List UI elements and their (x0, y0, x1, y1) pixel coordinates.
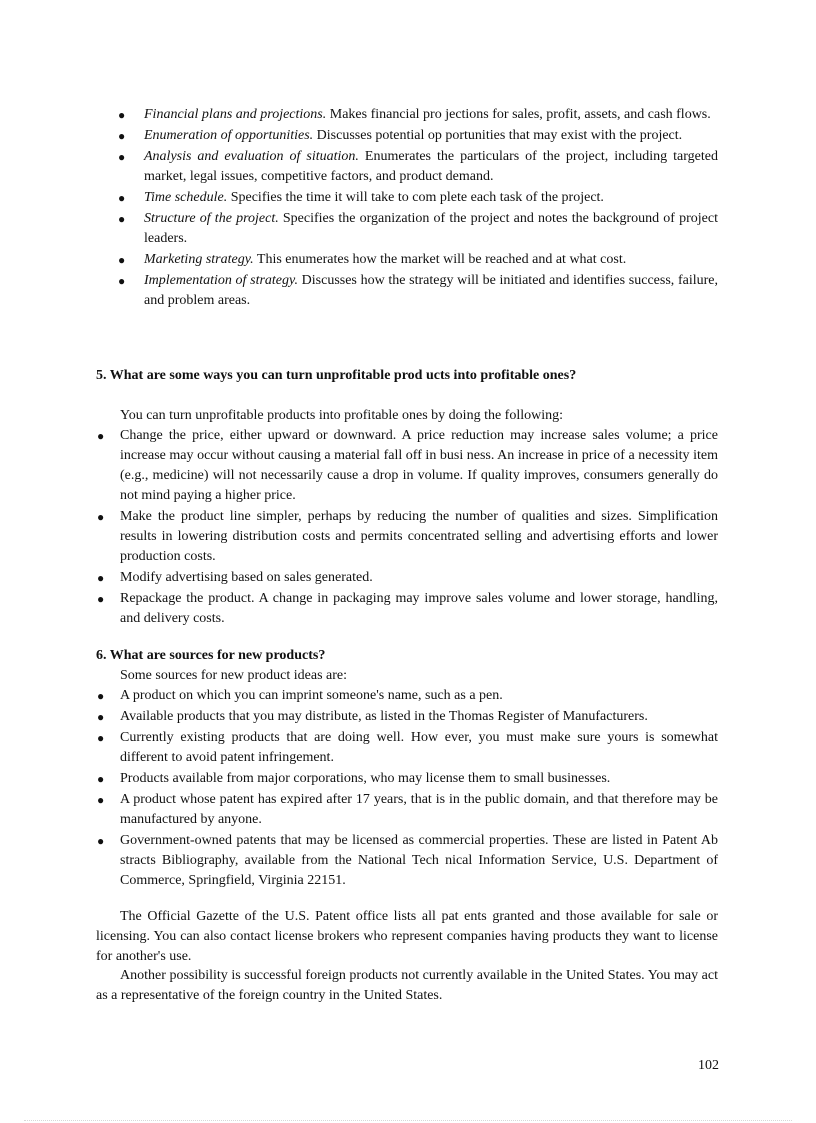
item-text: A product on which you can imprint someone's name, such as a pen. (120, 688, 503, 703)
item-title: Financial plans and projections. (144, 107, 327, 122)
item-text: Repackage the product. A change in packaging may improve sales volume and lower storage, handling, and delivery costs. (120, 591, 718, 626)
official-gazette-paragraph: The Official Gazette of the U.S. Patent office lists all pat ents granted and those available for sale or licensing. You can also contact license brokers who represent companies having products they want to license for another's use. (96, 909, 718, 964)
section-5-list (97, 426, 718, 630)
bullet-icon: ● (97, 834, 105, 848)
bullet-icon: ● (118, 274, 126, 288)
business-plan-contents-list (118, 105, 718, 312)
item-text: Discusses how the strategy will be initiated and identifies success, failure, and problem areas. (144, 273, 718, 308)
list-item (97, 769, 718, 789)
list-item (97, 790, 718, 830)
list-item (118, 126, 718, 146)
list-item (118, 271, 718, 311)
bullet-icon: ● (118, 108, 126, 122)
bullet-icon: ● (97, 510, 105, 524)
item-text: A product whose patent has expired after 17 years, that is in the public domain, and that therefore may be manufactured by anyone. (120, 792, 718, 827)
bullet-icon: ● (97, 592, 105, 606)
list-item (97, 831, 718, 891)
item-title: Enumeration of opportunities. (144, 128, 314, 143)
section-6-heading: 6. What are sources for new products? (96, 648, 326, 663)
item-title: Structure of the project. (144, 211, 279, 226)
list-item (118, 250, 718, 270)
list-item (97, 507, 718, 567)
list-item (97, 426, 718, 506)
item-text: Available products that you may distribute, as listed in the Thomas Register of Manufacturers. (120, 709, 648, 724)
item-text: Products available from major corporations, who may license them to small businesses. (120, 771, 611, 786)
bullet-icon: ● (97, 731, 105, 745)
bullet-icon: ● (118, 129, 126, 143)
page-bottom-divider (24, 1120, 792, 1121)
item-text: Modify advertising based on sales generated. (120, 570, 373, 585)
foreign-products-paragraph: Another possibility is successful foreign products not currently available in the United States. You may act as a representative of the foreign country in the United States. (96, 968, 718, 1003)
item-title: Analysis and evaluation of situation. (144, 149, 359, 164)
bullet-icon: ● (118, 253, 126, 267)
item-text: Makes financial pro jections for sales, profit, assets, and cash flows. (326, 107, 711, 122)
bullet-icon: ● (97, 793, 105, 807)
item-text: Enumerates the particulars of the project, including targeted market, legal issues, competitive factors, and product demand. (144, 149, 718, 184)
item-text: Specifies the organization of the project and notes the background of project leaders. (144, 211, 718, 246)
bullet-icon: ● (97, 710, 105, 724)
section-6-intro: Some sources for new product ideas are: (120, 668, 348, 683)
item-title: Time schedule. (144, 190, 228, 205)
item-text: Currently existing products that are doing well. How ever, you must make sure yours is somewhat different to avoid patent infringement. (120, 730, 718, 765)
list-item (97, 568, 718, 588)
list-item (118, 209, 718, 249)
list-item (118, 147, 718, 187)
bullet-icon: ● (97, 571, 105, 585)
section-6-list (97, 686, 718, 892)
item-text: Make the product line simpler, perhaps by reducing the number of qualities and sizes. Simplification results in lowering distribution costs and permits concentrated selling and advertising efforts and lower production costs. (120, 509, 718, 564)
item-title: Marketing strategy. (144, 252, 254, 267)
list-item (97, 589, 718, 629)
list-item (97, 686, 718, 706)
list-item (118, 188, 718, 208)
item-text: Change the price, either upward or downward. A price reduction may increase sales volume; a price increase may occur without causing a material fall off in busi ness. An increase in price of a necessity item (e.g., medicine) will not necessarily cause a drop in volume. If quality improves, consumers generally do not mind paying a higher price. (120, 428, 718, 503)
bullet-icon: ● (118, 191, 126, 205)
list-item (118, 105, 718, 125)
item-text: This enumerates how the market will be reached and at what cost. (253, 252, 627, 267)
item-title: Implementation of strategy. (144, 273, 298, 288)
bullet-icon: ● (118, 150, 126, 164)
item-text: Specifies the time it will take to com plete each task of the project. (227, 190, 604, 205)
page-number: 102 (698, 1058, 719, 1073)
list-item (97, 707, 718, 727)
item-text: Government-owned patents that may be licensed as commercial properties. These are listed in Patent Ab stracts Bibliography, available from the National Tech nical Information Service, U.S. Department of Commerce, Springfield, Virginia 22151. (120, 833, 718, 888)
bullet-icon: ● (97, 689, 105, 703)
item-text: Discusses potential op portunities that may exist with the project. (313, 128, 683, 143)
bullet-icon: ● (118, 212, 126, 226)
bullet-icon: ● (97, 429, 105, 443)
bullet-icon: ● (97, 772, 105, 786)
section-5-heading: 5. What are some ways you can turn unprofitable prod ucts into profitable ones? (96, 368, 577, 383)
section-5-intro: You can turn unprofitable products into profitable ones by doing the following: (120, 408, 564, 423)
list-item (97, 728, 718, 768)
